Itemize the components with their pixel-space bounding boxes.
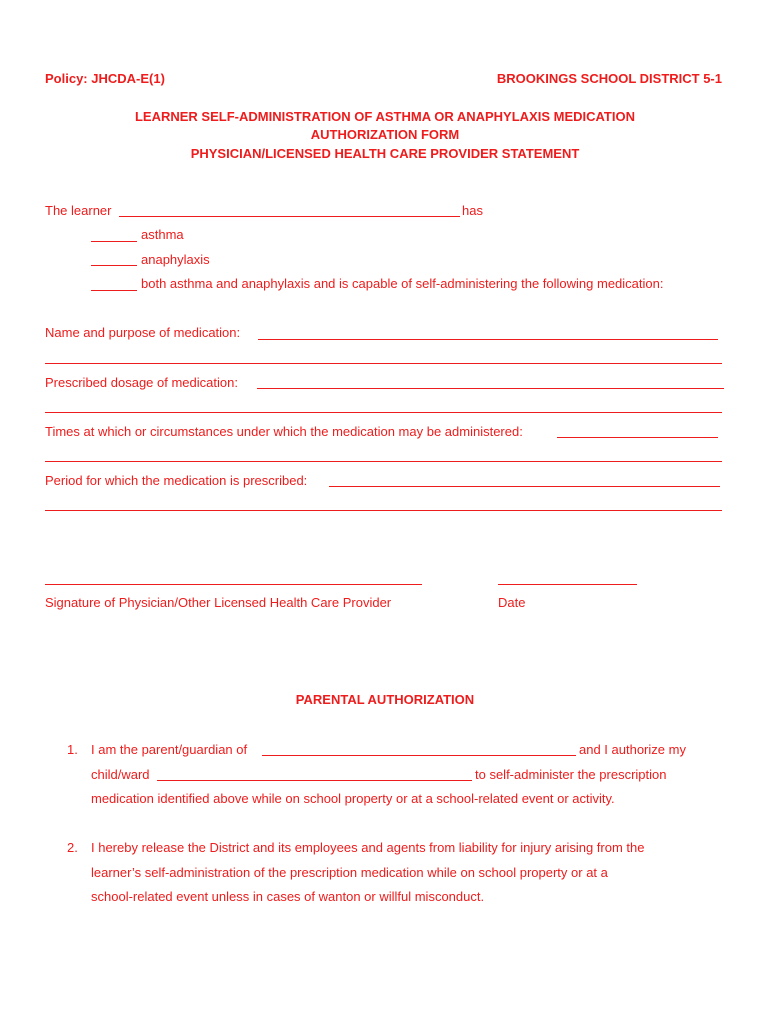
item-1-line-1-prefix: I am the parent/guardian of xyxy=(91,742,248,757)
item-1-number: 1. xyxy=(67,742,78,757)
dosage-line[interactable] xyxy=(257,388,724,389)
physician-signature-label: Signature of Physician/Other Licensed Health Care Provider xyxy=(45,595,392,610)
form-title-line-3: PHYSICIAN/LICENSED HEALTH CARE PROVIDER STATEMENT xyxy=(190,146,580,161)
asthma-checkline[interactable] xyxy=(91,241,137,242)
option-asthma: asthma xyxy=(141,227,184,242)
date-label: Date xyxy=(498,595,526,610)
name-purpose-line[interactable] xyxy=(258,339,718,340)
learner-has-label: has xyxy=(462,203,483,218)
form-title-line-2: AUTHORIZATION FORM xyxy=(310,127,460,142)
child-ward-line[interactable] xyxy=(157,780,472,781)
item-1-line-2-prefix: child/ward xyxy=(91,767,150,782)
item-1-line-1-suffix: and I authorize my xyxy=(579,742,686,757)
parental-heading: PARENTAL AUTHORIZATION xyxy=(295,692,475,707)
item-1-line-3: medication identified above while on school property or at a school-related event or activity. xyxy=(91,791,615,806)
learner-name-line[interactable] xyxy=(119,216,460,217)
anaphylaxis-checkline[interactable] xyxy=(91,265,137,266)
dosage-label: Prescribed dosage of medication: xyxy=(45,375,238,390)
dosage-line-2[interactable] xyxy=(45,412,722,413)
both-checkline[interactable] xyxy=(91,290,137,291)
date-line[interactable] xyxy=(498,584,637,585)
name-purpose-label: Name and purpose of medication: xyxy=(45,325,241,340)
district-name: BROOKINGS SCHOOL DISTRICT 5-1 xyxy=(496,71,722,86)
item-2-line-3: school-related event unless in cases of wanton or willful misconduct. xyxy=(91,889,485,904)
item-1-line-2-suffix: to self-administer the prescription xyxy=(475,767,667,782)
parent-guardian-of-line[interactable] xyxy=(262,755,576,756)
times-line[interactable] xyxy=(557,437,718,438)
times-label: Times at which or circumstances under which the medication may be administered: xyxy=(45,424,523,439)
option-both: both asthma and anaphylaxis and is capable of self-administering the following medication: xyxy=(141,276,664,291)
times-line-2[interactable] xyxy=(45,461,722,462)
period-line[interactable] xyxy=(329,486,720,487)
form-title-line-1: LEARNER SELF-ADMINISTRATION OF ASTHMA OR ANAPHYLAXIS MEDICATION xyxy=(134,109,635,124)
item-2-line-2: learner’s self-administration of the prescription medication while on school property or at a xyxy=(91,865,608,880)
item-2-number: 2. xyxy=(67,840,78,855)
item-2-line-1: I hereby release the District and its employees and agents from liability for injury arising from the xyxy=(91,840,645,855)
policy-code: Policy: JHCDA-E(1) xyxy=(45,71,165,86)
period-line-2[interactable] xyxy=(45,510,722,511)
physician-signature-line[interactable] xyxy=(45,584,422,585)
period-label: Period for which the medication is prescribed: xyxy=(45,473,308,488)
name-purpose-line-2[interactable] xyxy=(45,363,722,364)
learner-label: The learner xyxy=(45,203,112,218)
option-anaphylaxis: anaphylaxis xyxy=(141,252,210,267)
